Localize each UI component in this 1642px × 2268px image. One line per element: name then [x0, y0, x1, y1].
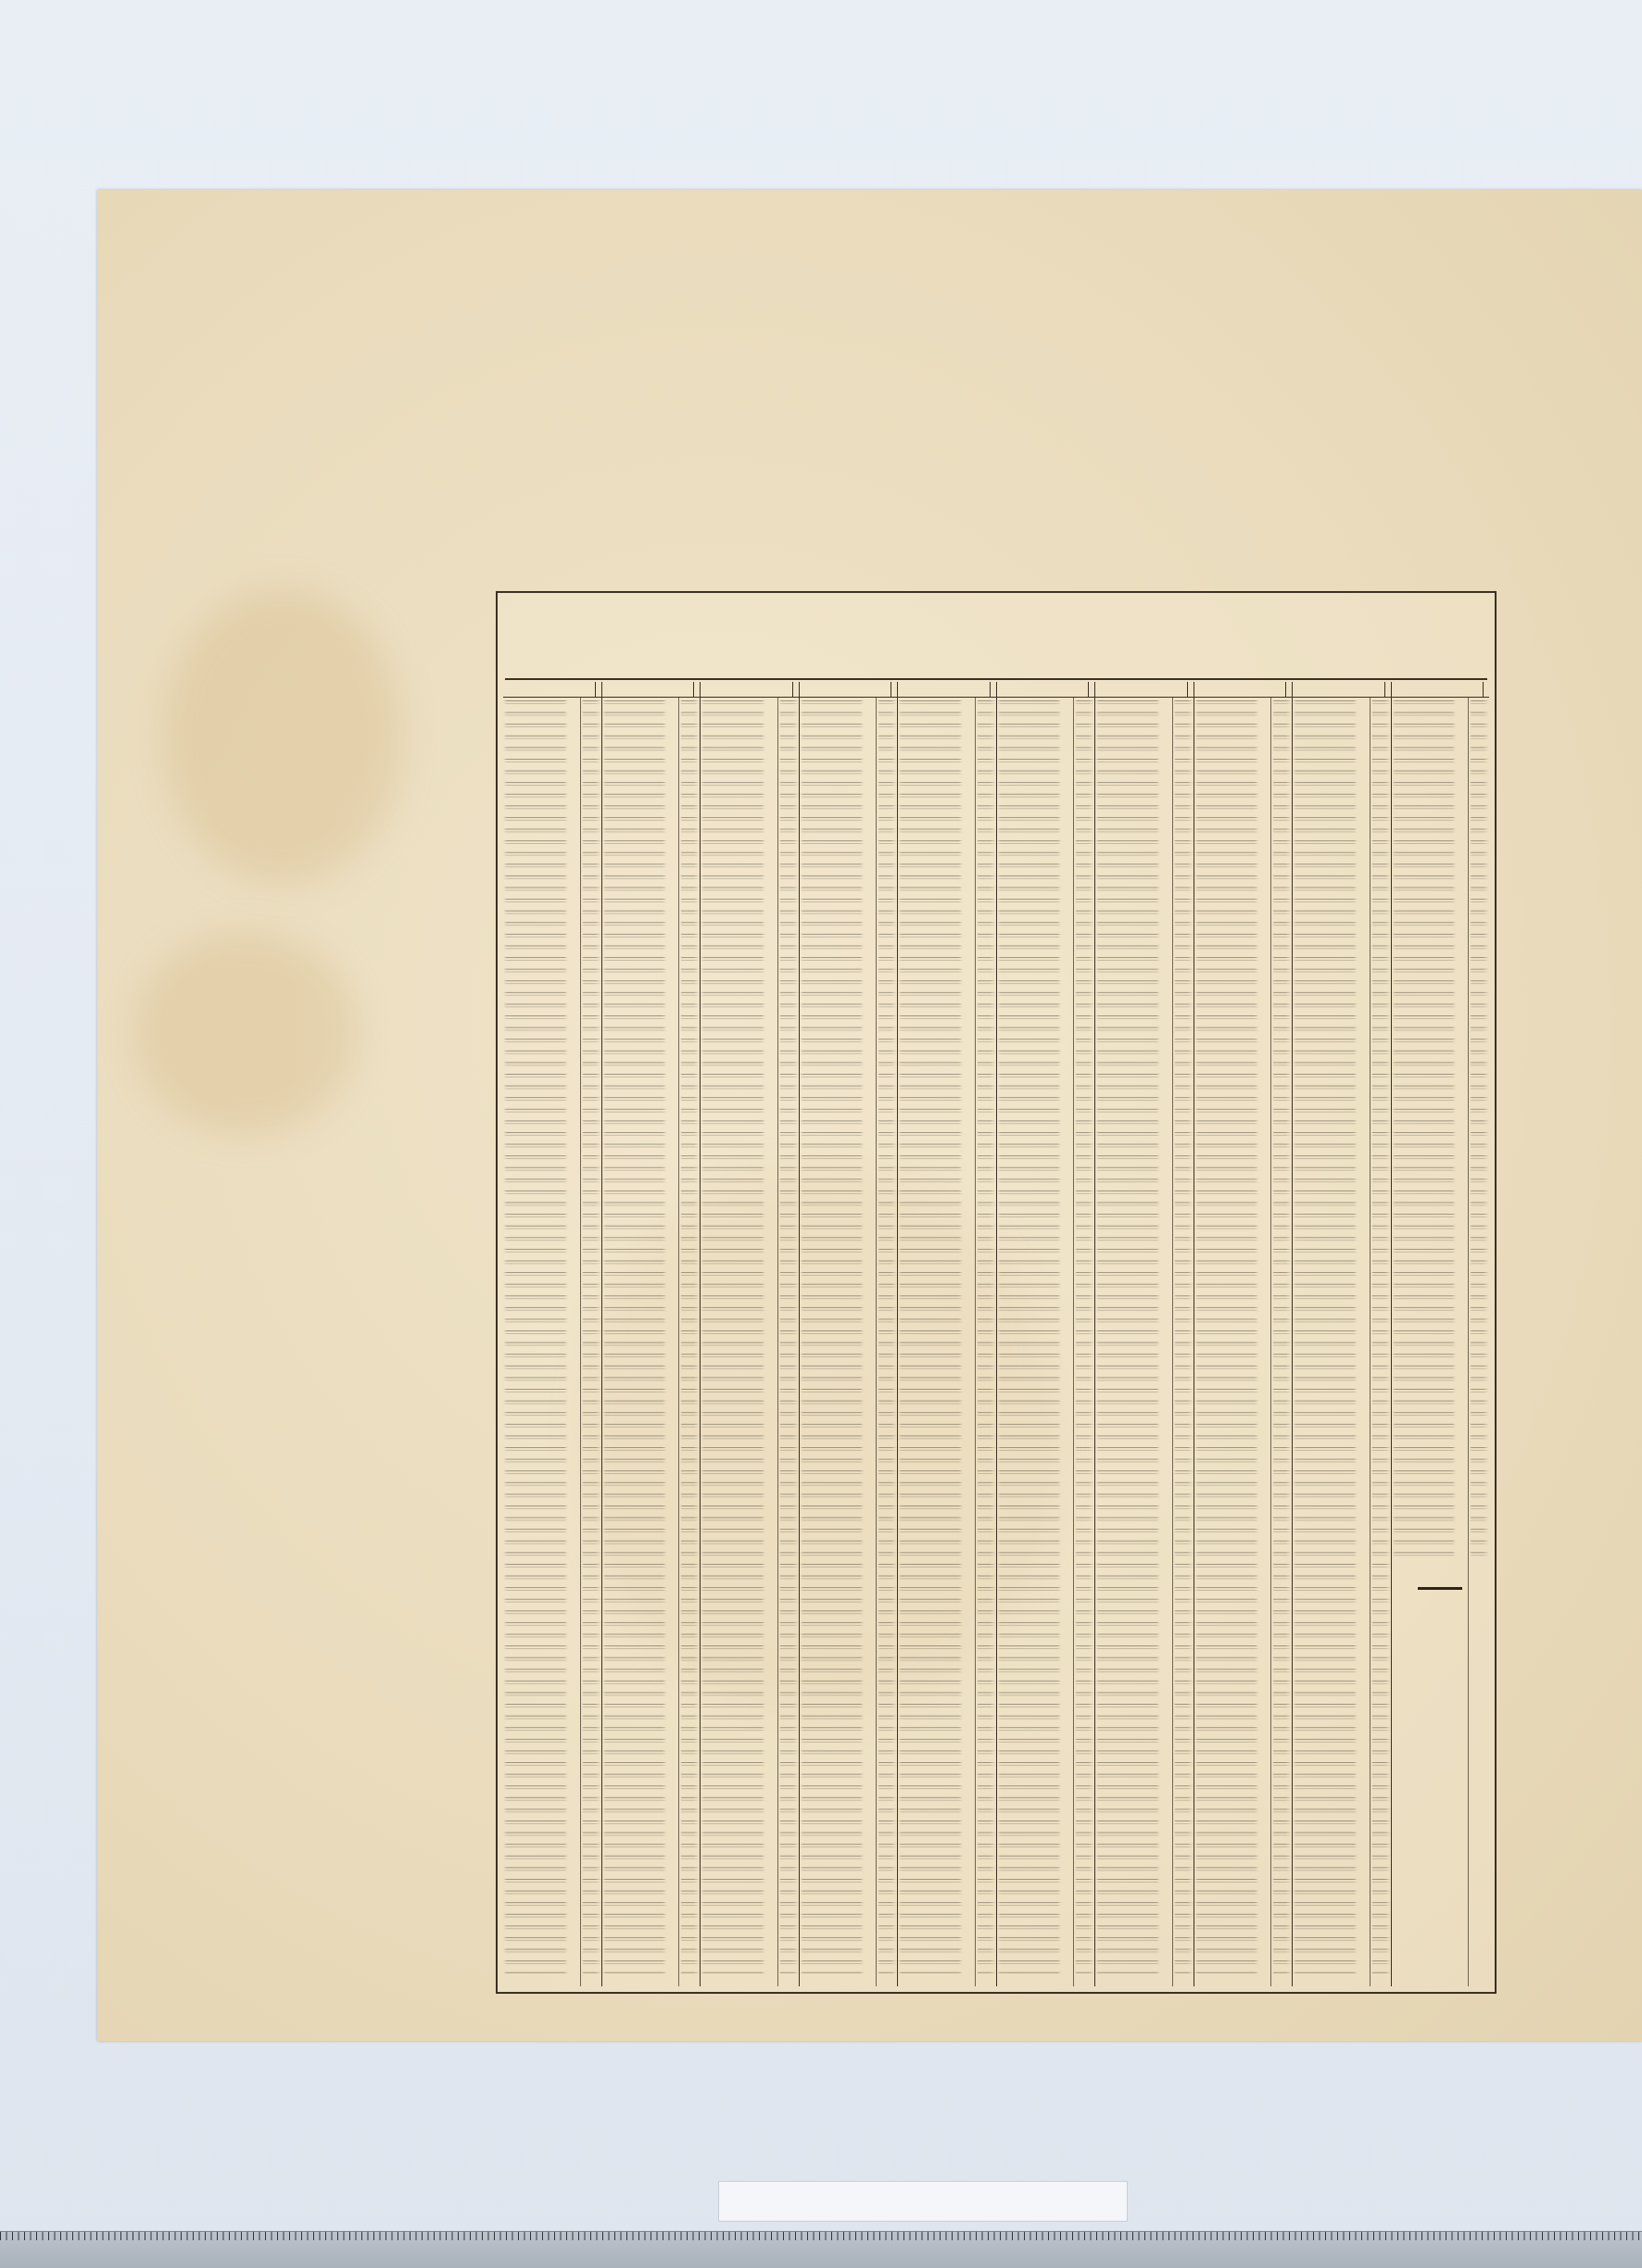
lett-rule — [777, 697, 778, 1986]
index-column — [800, 682, 899, 1986]
engraved-entries — [1392, 700, 1490, 1560]
lett-rule — [1468, 697, 1469, 1986]
index-column — [1293, 682, 1392, 1986]
engraved-entries — [1095, 700, 1194, 1973]
column-header-lett — [1187, 682, 1191, 697]
stain — [162, 588, 403, 885]
page-number-box — [718, 2181, 1128, 2222]
title-cartouche — [505, 598, 1487, 680]
column-header — [701, 682, 799, 698]
column-header-lett — [990, 682, 993, 697]
engraved-entries — [503, 700, 601, 1973]
engraved-entries — [1293, 700, 1391, 1973]
column-header — [1293, 682, 1391, 698]
column-header-lett — [890, 682, 894, 697]
column-header — [898, 682, 996, 698]
lett-rule — [678, 697, 679, 1986]
map-sheet — [97, 190, 1642, 2041]
column-header — [1194, 682, 1293, 698]
index-column — [1194, 682, 1294, 1986]
column-header — [1392, 682, 1490, 698]
engraved-entries — [701, 700, 799, 1973]
column-header — [503, 682, 601, 698]
column-header-lett — [792, 682, 796, 697]
lett-rule — [1073, 697, 1074, 1986]
index-column — [997, 682, 1096, 1986]
lett-rule — [1270, 697, 1271, 1986]
column-header-lett — [1088, 682, 1092, 697]
end-dash — [1418, 1587, 1462, 1590]
index-column — [898, 682, 997, 1986]
column-header — [602, 682, 701, 698]
column-header-lett — [1483, 682, 1486, 697]
index-column — [701, 682, 800, 1986]
index-column — [602, 682, 701, 1986]
column-header-lett — [1384, 682, 1388, 697]
column-header-lett — [693, 682, 697, 697]
index-columns — [503, 682, 1489, 1986]
engraved-entries — [1194, 700, 1293, 1973]
engraved-entries — [602, 700, 701, 1973]
column-header — [1095, 682, 1194, 698]
measurement-ruler — [0, 2231, 1642, 2268]
index-column — [503, 682, 602, 1986]
column-header — [997, 682, 1095, 698]
table-plate — [496, 591, 1497, 1994]
lett-rule — [876, 697, 877, 1986]
ruler-ticks — [0, 2232, 1642, 2240]
engraved-entries — [800, 700, 898, 1973]
engraved-entries — [898, 700, 996, 1973]
lett-rule — [1172, 697, 1173, 1986]
stain — [134, 931, 357, 1135]
column-header-lett — [1285, 682, 1289, 697]
column-header — [800, 682, 898, 698]
column-header-lett — [595, 682, 599, 697]
engraved-entries — [997, 700, 1095, 1973]
index-column — [1095, 682, 1194, 1986]
lett-rule — [580, 697, 581, 1986]
lett-rule — [975, 697, 976, 1986]
index-column — [1392, 682, 1490, 1986]
